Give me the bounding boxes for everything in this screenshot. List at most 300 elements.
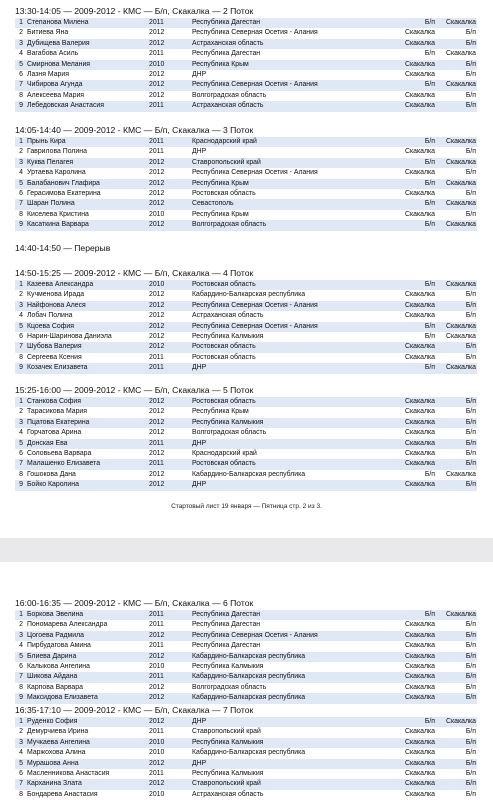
region: Республика Дагестан (192, 611, 261, 618)
region: Республика Северная Осетия - Алания (192, 29, 318, 37)
apparatus-1: Скакалка (405, 683, 435, 691)
birth-year: 2011 (149, 50, 164, 58)
apparatus-1: Скакалка (405, 291, 435, 299)
apparatus-1: Б/п (424, 322, 435, 330)
row-number: 1 (19, 398, 23, 405)
apparatus-1: Б/п (424, 81, 435, 89)
region: Ростовская область (192, 460, 256, 468)
table-row (15, 662, 477, 672)
athlete-name: Найфонова Алеся (27, 301, 86, 309)
athlete-name: Казеева Александра (27, 281, 94, 288)
table-row (15, 769, 477, 779)
region: Краснодарский край (192, 138, 257, 145)
apparatus-2: Б/п (465, 749, 476, 757)
region: Республика Северная Осетия - Алания (192, 81, 318, 89)
apparatus-2: Б/п (465, 694, 476, 702)
row-number: 5 (19, 439, 23, 447)
birth-year: 2012 (149, 343, 165, 351)
row-number: 2 (19, 29, 23, 37)
apparatus-2: Б/п (465, 642, 476, 650)
apparatus-1: Скакалка (405, 39, 435, 47)
athlete-name: Битиева Яна (27, 29, 69, 37)
apparatus-1: Скакалка (405, 652, 435, 660)
birth-year: 2012 (149, 189, 165, 197)
table-row (15, 428, 477, 438)
apparatus-2: Скакалка (446, 332, 476, 340)
row-number: 9 (19, 364, 23, 372)
table-row (15, 311, 477, 321)
athlete-name: Бойко Каролина (27, 481, 79, 489)
table-row (15, 641, 477, 651)
apparatus-2: Б/п (465, 343, 476, 351)
athlete-name: Максидова Елизавета (27, 694, 98, 702)
region: Республика Северная Осетия - Алания (192, 301, 318, 309)
athlete-name: Малашенко Елизавета (27, 460, 101, 468)
apparatus-1: Б/п (424, 138, 435, 145)
birth-year: 2011 (149, 364, 164, 372)
table-row (15, 18, 477, 28)
region: Республика Калмыкия (192, 332, 264, 340)
birth-year: 2012 (149, 418, 165, 426)
birth-year: 2012 (149, 449, 165, 457)
athlete-name: Кцоева София (27, 322, 74, 330)
birth-year: 2011 (149, 439, 164, 447)
row-number: 7 (19, 673, 23, 681)
apparatus-2: Б/п (465, 429, 476, 437)
birth-year: 2010 (149, 281, 165, 288)
apparatus-2: Скакалка (446, 50, 476, 58)
apparatus-2: Скакалка (446, 470, 476, 478)
apparatus-1: Скакалка (405, 189, 435, 197)
table-row (15, 220, 477, 230)
apparatus-2: Б/п (465, 418, 476, 426)
row-number: 6 (19, 662, 23, 670)
apparatus-2: Б/п (465, 790, 476, 798)
birth-year: 2012 (149, 694, 165, 702)
birth-year: 2010 (149, 790, 165, 798)
apparatus-1: Скакалка (405, 343, 435, 351)
table-row (15, 70, 477, 80)
heat-table (15, 137, 477, 231)
heat-title: 14:05-14:40 — 2009-2012 - КМС — Б/п, Скакалка — 3 Поток (15, 125, 254, 135)
apparatus-1: Скакалка (405, 29, 435, 37)
row-number: 8 (19, 353, 23, 361)
row-number: 8 (19, 210, 23, 218)
apparatus-1: Б/п (424, 50, 435, 58)
row-number: 2 (19, 148, 23, 156)
apparatus-2: Б/п (465, 683, 476, 691)
apparatus-1: Скакалка (405, 642, 435, 650)
region: Республика Дагестан (192, 621, 261, 629)
athlete-name: Пцатова Екатерина (27, 418, 90, 426)
apparatus-1: Б/п (424, 200, 435, 208)
table-row (15, 449, 477, 459)
region: ДНР (192, 70, 207, 78)
heat-table (15, 610, 477, 704)
row-number: 4 (19, 642, 23, 650)
apparatus-1: Скакалка (405, 418, 435, 426)
apparatus-2: Б/п (465, 449, 476, 457)
apparatus-2: Б/п (465, 29, 476, 37)
apparatus-1: Скакалка (405, 769, 435, 777)
apparatus-2: Скакалка (446, 81, 476, 89)
athlete-name: Калыкова Ангелина (27, 662, 90, 670)
row-number: 4 (19, 749, 23, 757)
region: Ставропольский край (192, 780, 261, 788)
row-number: 6 (19, 769, 23, 777)
apparatus-2: Скакалка (446, 322, 476, 330)
apparatus-1: Скакалка (405, 398, 435, 405)
apparatus-1: Скакалка (405, 460, 435, 468)
region: Ставропольский край (192, 158, 261, 166)
row-number: 8 (19, 683, 23, 691)
birth-year: 2011 (149, 148, 164, 156)
table-row (15, 301, 477, 311)
table-row (15, 322, 477, 332)
apparatus-1: Скакалка (405, 353, 435, 361)
region: Республика Крым (192, 408, 249, 416)
row-number: 9 (19, 694, 23, 702)
birth-year: 2012 (149, 481, 165, 489)
row-number: 7 (19, 780, 23, 788)
row-number: 6 (19, 449, 23, 457)
table-row (15, 342, 477, 352)
birth-year: 2011 (149, 102, 164, 110)
athlete-name: Касаткина Варвара (27, 221, 89, 229)
row-number: 1 (19, 281, 23, 288)
athlete-name: Шикова Айдана (27, 673, 78, 681)
apparatus-1: Скакалка (405, 694, 435, 702)
heat-table (15, 717, 477, 800)
apparatus-2: Б/п (465, 353, 476, 361)
birth-year: 2010 (149, 738, 165, 746)
region: Республика Дагестан (192, 642, 261, 650)
region: Ростовская область (192, 189, 256, 197)
apparatus-2: Б/п (465, 662, 476, 670)
region: ДНР (192, 148, 207, 156)
apparatus-1: Скакалка (405, 749, 435, 757)
birth-year: 2010 (149, 749, 165, 757)
region: ДНР (192, 439, 207, 447)
row-number: 3 (19, 631, 23, 639)
table-row (15, 397, 477, 407)
athlete-name: Масленникова Анастасия (27, 769, 110, 777)
table-row (15, 459, 477, 469)
athlete-name: Гошокова Дана (27, 470, 76, 478)
table-row (15, 158, 477, 168)
apparatus-2: Б/п (465, 102, 476, 110)
birth-year: 2012 (149, 470, 165, 478)
table-row (15, 418, 477, 428)
apparatus-2: Б/п (465, 408, 476, 416)
row-number: 1 (19, 611, 23, 618)
heat-table (15, 397, 477, 491)
apparatus-1: Скакалка (405, 481, 435, 489)
heat-block-4 (15, 268, 477, 374)
table-row (15, 91, 477, 101)
apparatus-2: Скакалка (446, 179, 476, 187)
apparatus-1: Б/п (424, 19, 435, 26)
row-number: 5 (19, 652, 23, 660)
athlete-name: Горчатова Арина (27, 429, 82, 437)
athlete-name: Козачек Елизавета (27, 364, 88, 372)
apparatus-2: Скакалка (446, 364, 476, 372)
region: Севастополь (192, 200, 234, 208)
birth-year: 2012 (149, 429, 165, 437)
birth-year: 2012 (149, 91, 165, 99)
athlete-name: Прынь Кира (27, 138, 66, 145)
birth-year: 2011 (149, 138, 164, 145)
birth-year: 2012 (149, 322, 165, 330)
apparatus-1: Скакалка (405, 780, 435, 788)
table-row (15, 407, 477, 417)
row-number: 9 (19, 481, 23, 489)
row-number: 5 (19, 179, 23, 187)
table-row (15, 727, 477, 737)
row-number: 7 (19, 460, 23, 468)
region: Астраханская область (192, 102, 264, 110)
athlete-name: Станкова София (27, 398, 82, 405)
apparatus-2: Б/п (465, 621, 476, 629)
apparatus-2: Б/п (465, 780, 476, 788)
birth-year: 2011 (149, 728, 164, 736)
row-number: 1 (19, 19, 23, 26)
athlete-name: Блиева Дарина (27, 652, 77, 660)
table-row (15, 738, 477, 748)
birth-year: 2011 (149, 673, 164, 681)
apparatus-2: Б/п (465, 60, 476, 68)
region: Волгоградская область (192, 683, 267, 691)
athlete-name: Донская Ева (27, 439, 68, 447)
row-number: 9 (19, 221, 23, 229)
apparatus-2: Скакалка (446, 221, 476, 229)
birth-year: 2012 (149, 221, 165, 229)
table-row (15, 179, 477, 189)
apparatus-1: Б/п (424, 611, 435, 618)
break-title: 14:40-14:50 — Перерыв (15, 243, 111, 253)
region: Ростовская область (192, 343, 256, 351)
apparatus-2: Б/п (465, 652, 476, 660)
region: Республика Северная Осетия - Алания (192, 631, 318, 639)
table-row (15, 748, 477, 758)
row-number: 3 (19, 39, 23, 47)
region: Республика Калмыкия (192, 418, 264, 426)
athlete-name: Сергеева Ксения (27, 353, 82, 361)
apparatus-2: Б/п (465, 39, 476, 47)
birth-year: 2012 (149, 179, 165, 187)
athlete-name: Руденко София (27, 718, 78, 725)
row-number: 2 (19, 621, 23, 629)
table-row (15, 210, 477, 220)
region: Республика Северная Осетия - Алания (192, 169, 318, 177)
athlete-name: Пирбудагова Амина (27, 642, 91, 650)
apparatus-2: Скакалка (446, 281, 476, 288)
region: Ростовская область (192, 398, 256, 405)
heat-title: 13:30-14:05 — 2009-2012 - КМС — Б/п, Скакалка — 2 Поток (15, 6, 254, 16)
heat-title: 14:50-15:25 — 2009-2012 - КМС — Б/п, Скакалка — 4 Поток (15, 268, 254, 278)
athlete-name: Лазня Мария (27, 70, 69, 78)
apparatus-1: Скакалка (405, 429, 435, 437)
birth-year: 2012 (149, 312, 165, 320)
region: Республика Крым (192, 179, 249, 187)
region: Краснодарский край (192, 449, 257, 457)
athlete-name: Цогоева Радмила (27, 631, 84, 639)
row-number: 3 (19, 301, 23, 309)
row-number: 4 (19, 429, 23, 437)
apparatus-1: Скакалка (405, 148, 435, 156)
apparatus-2: Б/п (465, 169, 476, 177)
region: ДНР (192, 759, 207, 767)
table-row (15, 199, 477, 209)
apparatus-1: Скакалка (405, 210, 435, 218)
apparatus-1: Б/п (424, 332, 435, 340)
apparatus-2: Б/п (465, 738, 476, 746)
apparatus-1: Б/п (424, 158, 435, 166)
table-row (15, 779, 477, 789)
apparatus-1: Скакалка (405, 728, 435, 736)
athlete-name: Шубова Валерия (27, 343, 82, 351)
birth-year: 2012 (149, 759, 165, 767)
apparatus-2: Скакалка (446, 611, 476, 618)
birth-year: 2011 (149, 19, 164, 26)
birth-year: 2012 (149, 301, 165, 309)
table-row (15, 280, 477, 290)
apparatus-2: Скакалка (446, 200, 476, 208)
table-row (15, 28, 477, 38)
row-number: 4 (19, 169, 23, 177)
heat-block-6 (15, 598, 477, 704)
apparatus-1: Скакалка (405, 759, 435, 767)
athlete-name: Вагабова Асиль (27, 50, 79, 58)
apparatus-1: Скакалка (405, 738, 435, 746)
apparatus-1: Скакалка (405, 70, 435, 78)
region: ДНР (192, 718, 207, 725)
table-row (15, 168, 477, 178)
athlete-name: Уртаева Каролина (27, 169, 86, 177)
table-row (15, 290, 477, 300)
apparatus-2: Б/п (465, 673, 476, 681)
apparatus-1: Скакалка (405, 102, 435, 110)
athlete-name: Герасимова Екатерина (27, 189, 101, 197)
table-row (15, 480, 477, 490)
apparatus-1: Скакалка (405, 631, 435, 639)
birth-year: 2012 (149, 291, 165, 299)
athlete-name: Лобач Полина (27, 312, 73, 320)
apparatus-1: Скакалка (405, 169, 435, 177)
table-row (15, 683, 477, 693)
athlete-name: Нарин-Шаринова Даниэла (27, 332, 112, 340)
row-number: 8 (19, 790, 23, 798)
birth-year: 2012 (149, 29, 165, 37)
heat-block-2 (15, 6, 477, 112)
region: Республика Дагестан (192, 19, 261, 26)
athlete-name: Соловьева Варвара (27, 449, 92, 457)
table-row (15, 610, 477, 620)
row-number: 8 (19, 470, 23, 478)
region: Астраханская область (192, 312, 264, 320)
athlete-name: Киселева Кристина (27, 210, 89, 218)
birth-year: 2012 (149, 169, 165, 177)
birth-year: 2011 (149, 642, 164, 650)
apparatus-2: Б/п (465, 70, 476, 78)
region: Кабардино-Балкарская республика (192, 470, 306, 478)
athlete-name: Мучкаева Ангелина (27, 738, 90, 746)
apparatus-2: Б/п (465, 759, 476, 767)
row-number: 3 (19, 418, 23, 426)
apparatus-1: Б/п (424, 470, 435, 478)
region: Астраханская область (192, 39, 264, 47)
heat-title: 15:25-16:00 — 2009-2012 - КМС — Б/п, Скакалка — 5 Поток (15, 385, 254, 395)
apparatus-1: Скакалка (405, 60, 435, 68)
row-number: 4 (19, 312, 23, 320)
table-row (15, 353, 477, 363)
row-number: 3 (19, 738, 23, 746)
athlete-name: Лебедовская Анастасия (27, 102, 104, 110)
heat-block-5 (15, 385, 477, 491)
row-number: 2 (19, 291, 23, 299)
region: Кабардино-Балкарская республика (192, 749, 306, 757)
athlete-name: Мурашова Анна (27, 759, 79, 767)
apparatus-2: Б/п (465, 728, 476, 736)
table-row (15, 101, 477, 111)
row-number: 2 (19, 408, 23, 416)
region: Кабардино-Балкарская республика (192, 652, 306, 660)
row-number: 2 (19, 728, 23, 736)
heat-table (15, 18, 477, 112)
apparatus-1: Б/п (424, 179, 435, 187)
apparatus-2: Б/п (465, 631, 476, 639)
row-number: 7 (19, 343, 23, 351)
region: Республика Крым (192, 210, 249, 218)
table-row (15, 470, 477, 480)
apparatus-2: Б/п (465, 481, 476, 489)
start-list-page-2 (0, 562, 493, 800)
apparatus-1: Скакалка (405, 408, 435, 416)
apparatus-2: Скакалка (446, 158, 476, 166)
row-number: 1 (19, 718, 23, 725)
heat-block-7 (15, 705, 477, 800)
table-row (15, 49, 477, 59)
apparatus-2: Скакалка (446, 718, 476, 725)
row-number: 5 (19, 759, 23, 767)
table-row (15, 39, 477, 49)
birth-year: 2011 (149, 769, 164, 777)
row-number: 1 (19, 138, 23, 145)
birth-year: 2012 (149, 398, 165, 405)
athlete-name: Чибирова Агунда (27, 81, 83, 89)
apparatus-2: Б/п (465, 460, 476, 468)
row-number: 9 (19, 102, 23, 110)
athlete-name: Гаврилова Полина (27, 148, 87, 156)
region: Республика Крым (192, 60, 249, 68)
region: ДНР (192, 481, 207, 489)
row-number: 3 (19, 158, 23, 166)
apparatus-1: Скакалка (405, 439, 435, 447)
birth-year: 2012 (149, 200, 165, 208)
apparatus-2: Б/п (465, 91, 476, 99)
athlete-name: Балабанович Глафира (27, 179, 100, 187)
apparatus-2: Б/п (465, 291, 476, 299)
athlete-name: Карханина Злата (27, 780, 82, 788)
region: Кабардино-Балкарская республика (192, 291, 306, 299)
birth-year: 2012 (149, 70, 165, 78)
athlete-name: Степанова Милена (27, 19, 89, 26)
table-row (15, 189, 477, 199)
birth-year: 2012 (149, 39, 165, 47)
region: Ставропольский край (192, 728, 261, 736)
birth-year: 2012 (149, 81, 165, 89)
table-row (15, 80, 477, 90)
